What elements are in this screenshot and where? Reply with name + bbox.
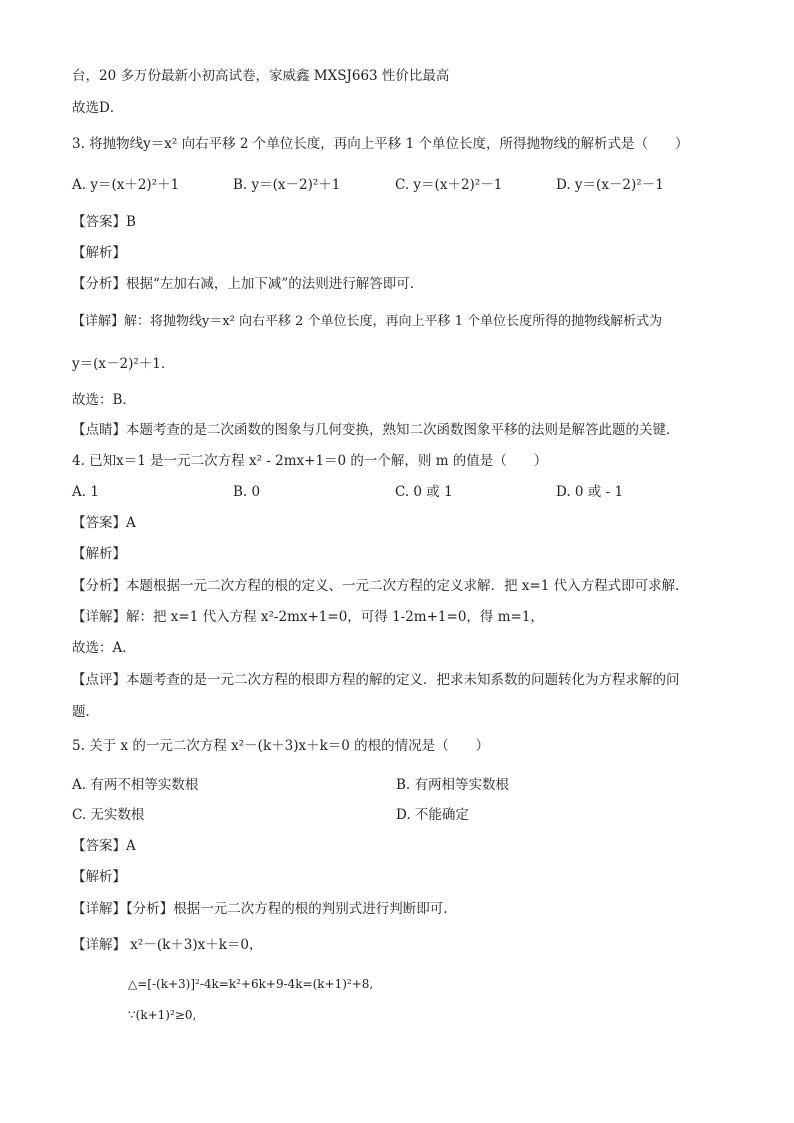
q3-analysis-title: 【解析】 xyxy=(72,245,126,261)
q4-xiangjie: 【详解】解：把 x=1 代入方程 x²-2mx+1=0，可得 1-2m+1=0，得 m=1， xyxy=(72,609,544,625)
q4-option-a: A. 1 xyxy=(72,484,99,500)
q5-option-d: D. 不能确定 xyxy=(396,807,469,823)
q4-dianping-line1: 【点评】本题考查的是一元二次方程的根即方程的解的定义．把求未知系数的问题转化为方程求解的问 xyxy=(72,672,680,688)
q4-dianping-line2: 题． xyxy=(72,704,99,720)
q5-option-b: B. 有两相等实数根 xyxy=(396,777,510,793)
q3-xiangjie-line1: 【详解】解：将抛物线y＝x² 向右平移 2 个单位长度，再向上平移 1 个单位长度所得的抛物线解析式为 xyxy=(72,314,663,329)
q3-choice: 故选：B． xyxy=(72,392,136,408)
q3-fenxi: 【分析】根据“左加右减，上加下减”的法则进行解答即可． xyxy=(72,276,424,292)
q5-xiangjie-fenxi: 【详解】【分析】根据一元二次方程的根的判别式进行判断即可. xyxy=(72,901,448,917)
q4-fenxi: 【分析】本题根据一元二次方程的根的定义、一元二次方程的定义求解．把 x=1 代入方程式即可求解． xyxy=(72,578,689,594)
q3-xiangjie-line2: y＝(x－2)²＋1． xyxy=(72,356,175,372)
q4-stem: 4. 已知x＝1 是一元二次方程 x² - 2mx+1＝0 的一个解，则 m 的值是（ ） xyxy=(72,453,548,469)
q4-option-c: C. 0 或 1 xyxy=(395,484,453,500)
q2-choice: 故选D． xyxy=(72,100,124,116)
q3-option-c: C. y＝(x＋2)²－1 xyxy=(395,177,503,193)
q3-option-b: B. y＝(x－2)²＋1 xyxy=(233,177,341,193)
q5-analysis-title: 【解析】 xyxy=(72,869,126,885)
q5-answer: 【答案】A xyxy=(72,838,136,854)
page-header-line: 台，20 多万份最新小初高试卷，家威鑫 MXSJ663 性价比最高 xyxy=(72,68,450,84)
q4-option-d: D. 0 或 - 1 xyxy=(556,484,624,500)
q3-option-d: D. y＝(x－2)²－1 xyxy=(556,177,664,193)
q3-answer: 【答案】B xyxy=(72,214,136,230)
q5-calc-line2: ∵(k+1)²≥0, xyxy=(128,1008,197,1022)
q3-option-a: A. y＝(x＋2)²＋1 xyxy=(72,177,180,193)
q5-option-a: A. 有两不相等实数根 xyxy=(72,777,199,793)
q5-stem: 5. 关于 x 的一元二次方程 x²－(k＋3)x＋k＝0 的根的情况是（ ） xyxy=(72,738,490,754)
q5-xiangjie: 【详解】 x²－(k＋3)x＋k＝0， xyxy=(72,937,263,953)
q4-choice: 故选：A． xyxy=(72,640,136,656)
q5-calc-line1: △=[-(k+3)]²-4k=k²+6k+9-4k=(k+1)²+8, xyxy=(128,977,374,991)
q4-analysis-title: 【解析】 xyxy=(72,546,126,562)
q4-answer: 【答案】A xyxy=(72,515,136,531)
q3-stem: 3. 将抛物线y＝x² 向右平移 2 个单位长度，再向上平移 1 个单位长度，所得抛物线的解析式是（ ） xyxy=(72,136,689,152)
q3-dianjing: 【点睛】本题考查的是二次函数的图象与几何变换，熟知二次函数图象平移的法则是解答此题的关键． xyxy=(72,422,680,438)
q5-option-c: C. 无实数根 xyxy=(72,807,145,823)
q4-option-b: B. 0 xyxy=(233,484,261,500)
